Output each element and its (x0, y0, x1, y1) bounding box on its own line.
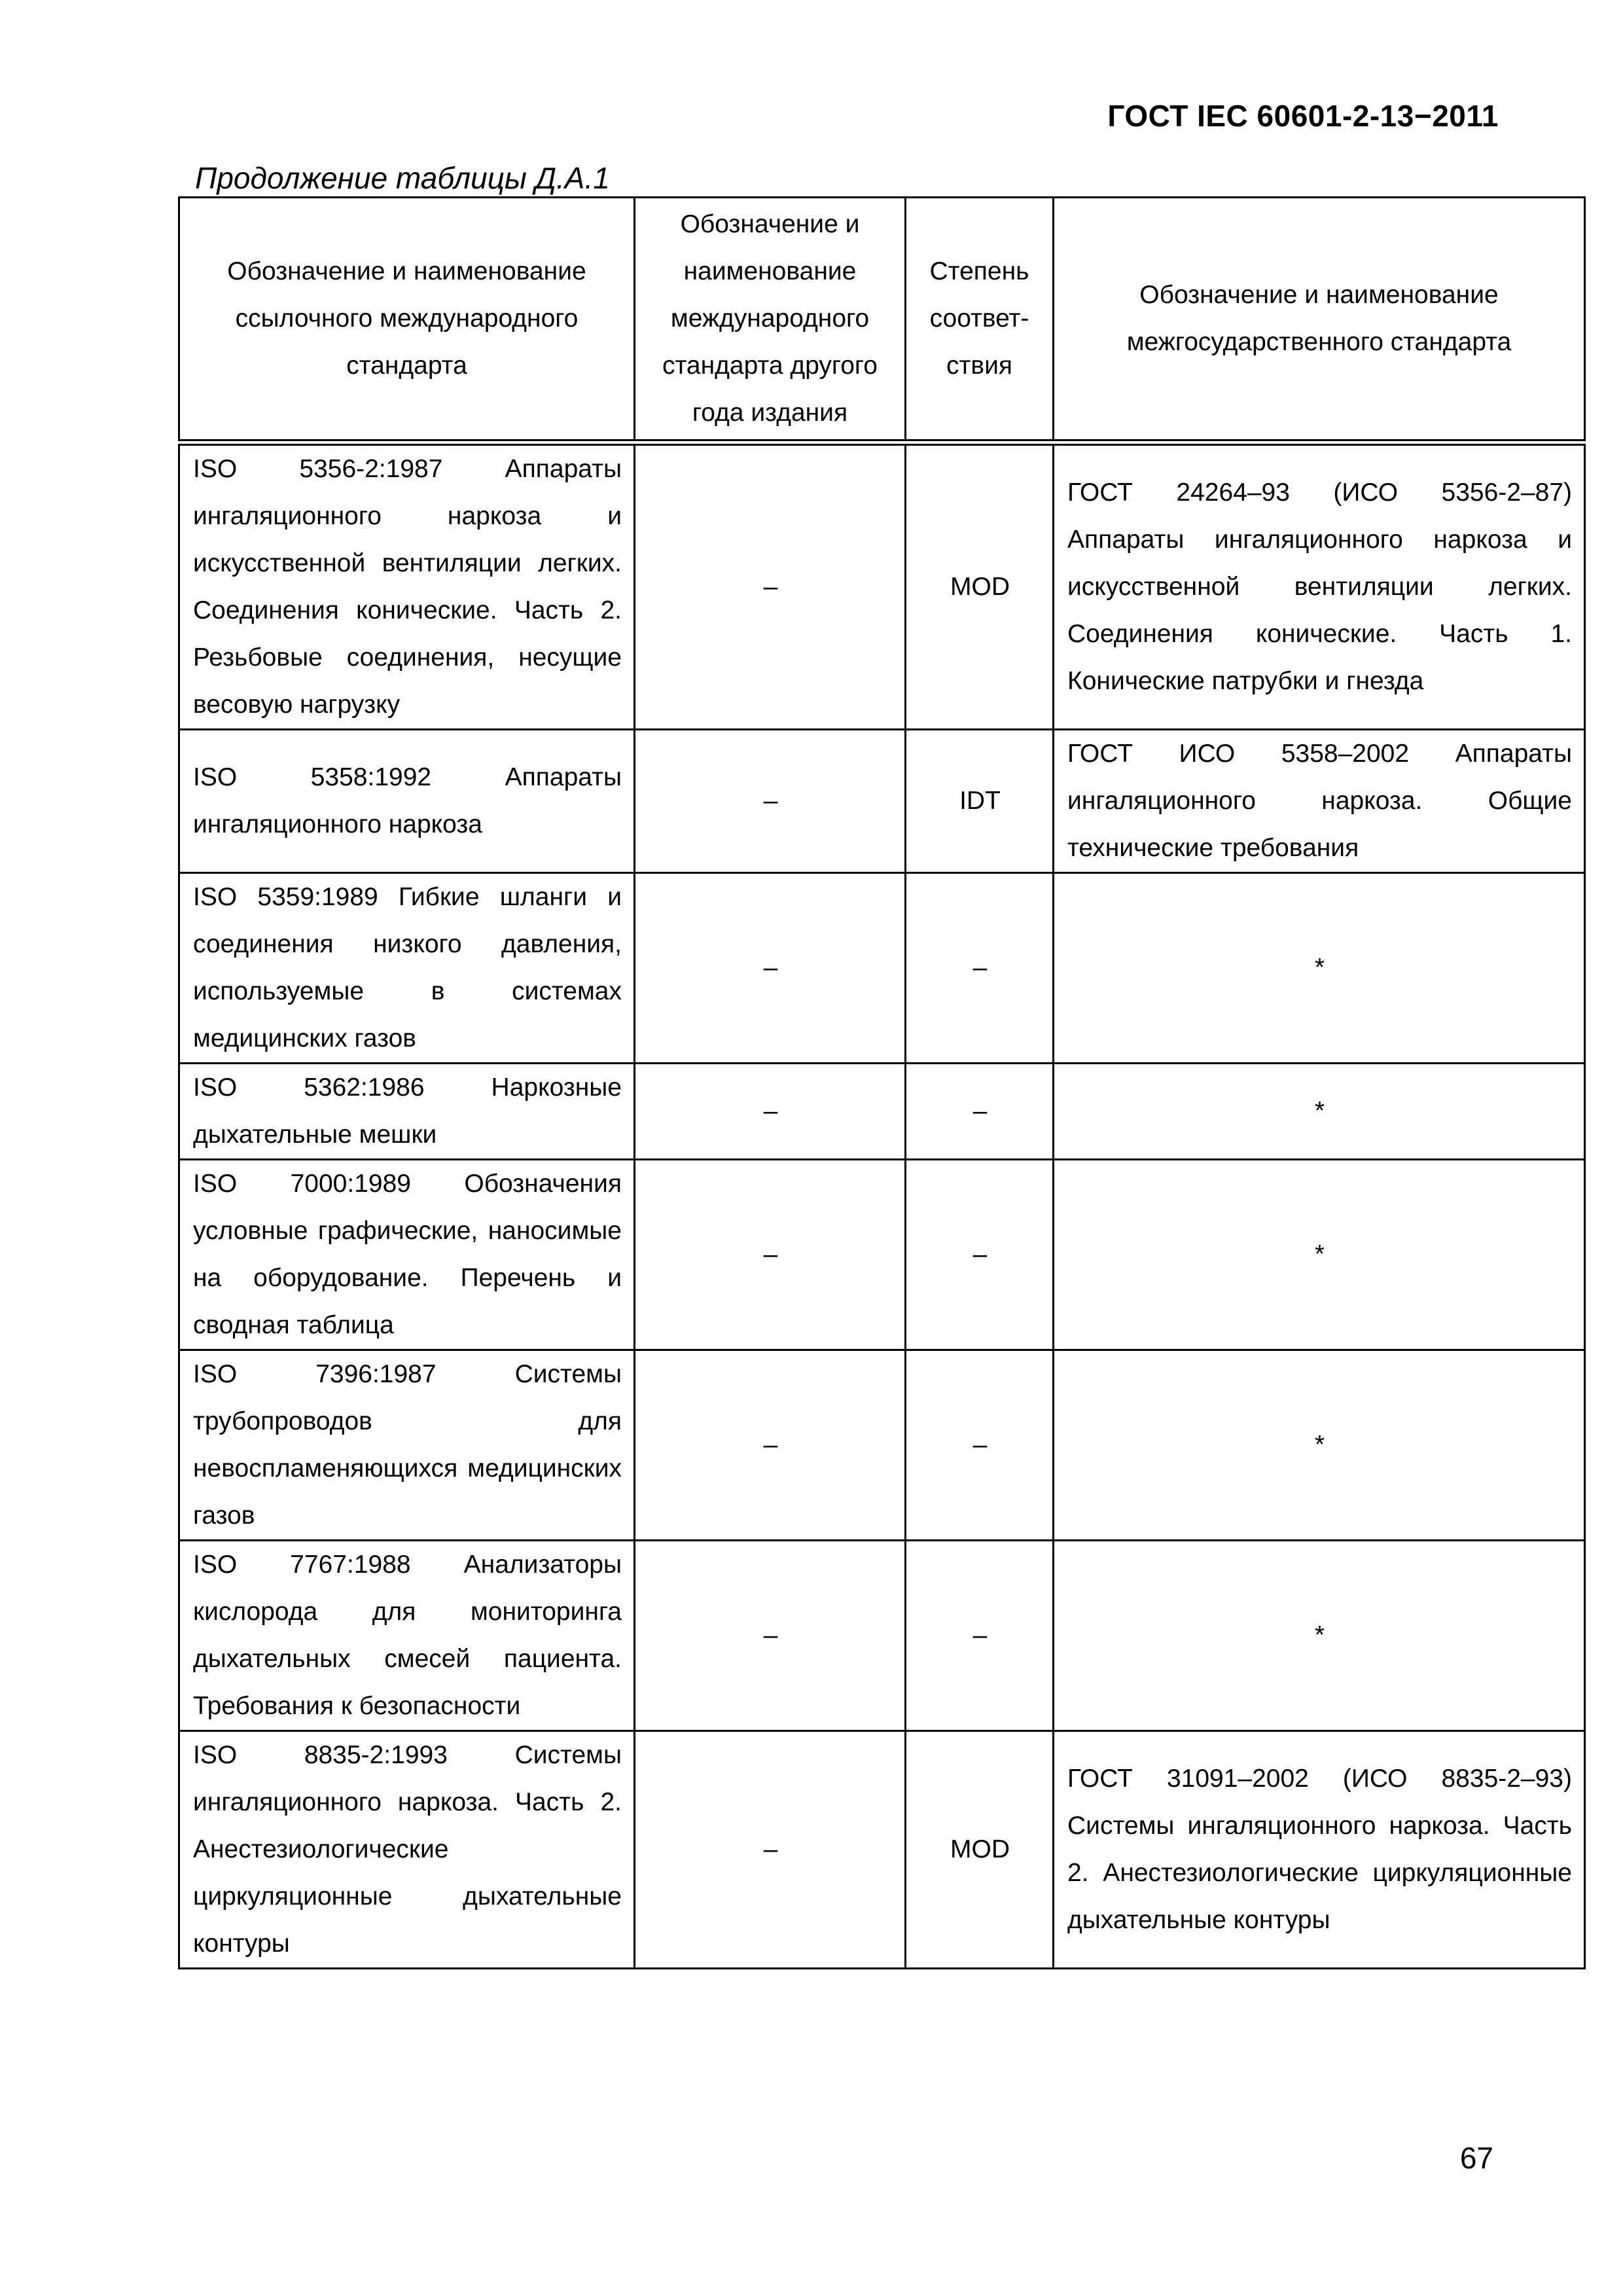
table-row (179, 873, 1585, 1064)
table-row (179, 1350, 1585, 1541)
cell-other-year: – (635, 1160, 906, 1350)
cell-interstate-standard: ГОСТ 24264–93 (ИСО 5356-2–87) Аппараты ингаляционного наркоза и искусственной вентиляции легких. Соединения конические. Часть 1. Конические патрубки и гнезда (1054, 442, 1585, 730)
cell-intl-standard: ISO 5358:1992 Аппараты ингаляционного наркоза (179, 730, 635, 873)
cell-intl-standard: ISO 7396:1987 Системы трубопроводов для невоспламеняющихся медицинских газов (179, 1350, 635, 1541)
cell-interstate-standard: ГОСТ 31091–2002 (ИСО 8835-2–93) Системы ингаляционного наркоза. Часть 2. Анестезиологические циркуляционные дыхательные контуры (1054, 1731, 1585, 1969)
cell-degree: IDT (906, 730, 1054, 873)
cell-other-year: – (635, 442, 906, 730)
cell-degree: – (906, 1064, 1054, 1160)
table-row (179, 1160, 1585, 1350)
cell-intl-standard: ISO 8835-2:1993 Системы ингаляционного наркоза. Часть 2. Анестезиологические циркуляционные дыхательные контуры (179, 1731, 635, 1969)
standards-table (178, 196, 1586, 1969)
cell-intl-standard: ISO 7000:1989 Обозначения условные графические, наносимые на оборудование. Перечень и сводная таблица (179, 1160, 635, 1350)
table-row (179, 1541, 1585, 1731)
cell-interstate-standard: * (1054, 1160, 1585, 1350)
table-caption: Продолжение таблицы Д.А.1 (195, 161, 610, 195)
cell-other-year: – (635, 1350, 906, 1541)
cell-intl-standard: ISO 5359:1989 Гибкие шланги и соединения низкого давления, используемые в системах медицинских газов (179, 873, 635, 1064)
cell-other-year: – (635, 873, 906, 1064)
cell-interstate-standard: * (1054, 1541, 1585, 1731)
cell-interstate-standard: * (1054, 1350, 1585, 1541)
table-header-row (179, 198, 1585, 443)
cell-degree: – (906, 1350, 1054, 1541)
cell-degree: – (906, 1541, 1054, 1731)
cell-other-year: – (635, 1541, 906, 1731)
cell-other-year: – (635, 1731, 906, 1969)
table-row (179, 730, 1585, 873)
cell-interstate-standard: * (1054, 873, 1585, 1064)
header-conformity-degree: Степень соответ-ствия (906, 198, 1054, 443)
table-row (179, 1064, 1585, 1160)
table-row (179, 1731, 1585, 1969)
document-code: ГОСТ IEC 60601-2-13−2011 (1107, 99, 1499, 133)
table-row (179, 442, 1585, 730)
cell-degree: – (906, 873, 1054, 1064)
cell-intl-standard: ISO 7767:1988 Анализаторы кислорода для мониторинга дыхательных смесей пациента. Требования к безопасности (179, 1541, 635, 1731)
page-number: 67 (1459, 2141, 1493, 2175)
cell-interstate-standard: ГОСТ ИСО 5358–2002 Аппараты ингаляционного наркоза. Общие технические требования (1054, 730, 1585, 873)
cell-degree: MOD (906, 1731, 1054, 1969)
header-interstate-standard: Обозначение и наименование межгосударственного стандарта (1054, 198, 1585, 443)
header-other-year-standard: Обозначение и наименование международного стандарта другого года издания (635, 198, 906, 443)
cell-other-year: – (635, 1064, 906, 1160)
cell-intl-standard: ISO 5362:1986 Наркозные дыхательные мешки (179, 1064, 635, 1160)
header-intl-standard: Обозначение и наименование ссылочного международного стандарта (179, 198, 635, 443)
cell-intl-standard: ISO 5356-2:1987 Аппараты ингаляционного наркоза и искусственной вентиляции легких. Соединения конические. Часть 2. Резьбовые соединения, несущие весовую нагрузку (179, 442, 635, 730)
cell-degree: MOD (906, 442, 1054, 730)
cell-interstate-standard: * (1054, 1064, 1585, 1160)
cell-degree: – (906, 1160, 1054, 1350)
cell-other-year: – (635, 730, 906, 873)
